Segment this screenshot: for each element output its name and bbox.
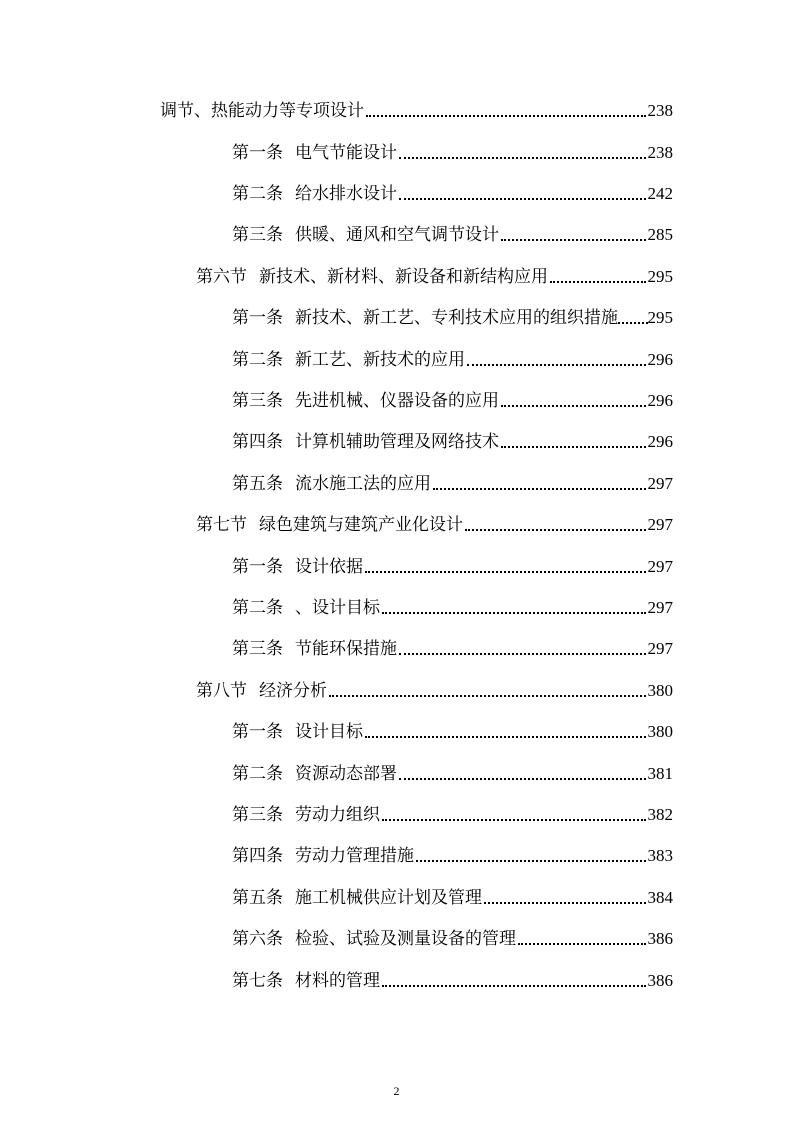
toc-entry-page: 296 xyxy=(647,350,673,369)
toc-entry-number: 第六节 xyxy=(196,267,247,287)
toc-entry-title: 新技术、新材料、新设备和新结构应用 xyxy=(259,267,548,287)
dot-leader xyxy=(550,281,646,283)
dot-leader xyxy=(501,239,646,241)
toc-entry[interactable] xyxy=(232,634,673,660)
dot-leader xyxy=(399,157,646,159)
toc-entry-number: 第八节 xyxy=(196,681,247,701)
toc-entry-number: 第七条 xyxy=(232,971,283,991)
toc-entry[interactable] xyxy=(196,262,673,288)
toc-entry-number: 第五条 xyxy=(232,474,283,494)
toc-entry-page: 296 xyxy=(647,432,673,451)
toc-entry[interactable] xyxy=(232,593,673,619)
toc-entry[interactable] xyxy=(232,717,673,743)
toc-entry-page: 380 xyxy=(647,722,673,741)
toc-entry-number: 第二条 xyxy=(232,764,283,784)
toc-entry[interactable] xyxy=(232,883,673,909)
toc-entry-title: 供暖、通风和空气调节设计 xyxy=(295,225,499,245)
toc-entry-page: 238 xyxy=(647,101,673,120)
toc-entry-number: 第六条 xyxy=(232,929,283,949)
toc-entry-number: 第四条 xyxy=(232,432,283,452)
toc-entry-page: 285 xyxy=(647,225,673,244)
toc-entry-number: 第三条 xyxy=(232,639,283,659)
toc-entry[interactable] xyxy=(160,96,673,122)
toc-entry[interactable] xyxy=(232,552,673,578)
toc-entry[interactable] xyxy=(232,220,673,246)
toc-entry[interactable] xyxy=(232,179,673,205)
dot-leader xyxy=(433,488,646,490)
toc-entry-page: 238 xyxy=(647,143,673,162)
toc-entry[interactable] xyxy=(232,386,673,412)
dot-leader xyxy=(399,778,646,780)
toc-entry-number: 第一条 xyxy=(232,308,283,328)
dot-leader xyxy=(382,819,646,821)
toc-entry[interactable] xyxy=(196,510,673,536)
toc-entry-title: 检验、试验及测量设备的管理 xyxy=(295,929,516,949)
toc-entry-title: 新工艺、新技术的应用 xyxy=(295,350,465,370)
dot-leader xyxy=(518,943,646,945)
dot-leader xyxy=(618,322,648,324)
toc-entry[interactable] xyxy=(232,469,673,495)
toc-entry-title: 资源动态部署 xyxy=(295,764,397,784)
toc-entry-page: 383 xyxy=(647,846,673,865)
toc-entry-title: 流水施工法的应用 xyxy=(295,474,431,494)
toc-entry-page: 297 xyxy=(647,515,673,534)
toc-entry[interactable] xyxy=(232,138,673,164)
toc-entry[interactable] xyxy=(232,427,673,453)
dot-leader xyxy=(366,115,646,117)
toc-entry-page: 297 xyxy=(647,598,673,617)
toc-entry[interactable] xyxy=(232,966,673,992)
toc-entry-title: 计算机辅助管理及网络技术 xyxy=(295,432,499,452)
toc-entry-number: 第一条 xyxy=(232,722,283,742)
toc-entry-title: 调节、热能动力等专项设计 xyxy=(160,101,364,121)
dot-leader xyxy=(365,736,646,738)
dot-leader xyxy=(467,364,646,366)
toc-entry-title: 劳动力管理措施 xyxy=(295,846,414,866)
toc-entry-page: 386 xyxy=(647,971,673,990)
toc-entry[interactable] xyxy=(232,800,673,826)
toc-entry-page: 380 xyxy=(647,681,673,700)
toc-entry-number: 第二条 xyxy=(232,598,283,618)
toc-entry-number: 第二条 xyxy=(232,184,283,204)
toc-entry-title: 给水排水设计 xyxy=(295,184,397,204)
toc-entry-title: 节能环保措施 xyxy=(295,639,397,659)
dot-leader xyxy=(365,571,646,573)
toc-entry-title: 新技术、新工艺、专利技术应用的组织措施 xyxy=(295,308,618,328)
toc-entry-title: 劳动力组织 xyxy=(295,805,380,825)
toc-entry[interactable] xyxy=(232,924,673,950)
toc-entry-title: 电气节能设计 xyxy=(295,143,397,163)
toc-entry-page: 381 xyxy=(647,764,673,783)
toc-entry-page: 242 xyxy=(647,184,673,203)
toc-entry-number: 第二条 xyxy=(232,350,283,370)
toc-entry-number: 第三条 xyxy=(232,805,283,825)
toc-entry-number: 第五条 xyxy=(232,888,283,908)
toc-entry-number: 第一条 xyxy=(232,143,283,163)
dot-leader xyxy=(399,653,646,655)
toc-entry-title: 先进机械、仪器设备的应用 xyxy=(295,391,499,411)
dot-leader xyxy=(501,446,646,448)
dot-leader xyxy=(329,695,646,697)
dot-leader xyxy=(484,902,646,904)
toc-entry-title: 经济分析 xyxy=(259,681,327,701)
toc-entry-page: 296 xyxy=(647,391,673,410)
toc-entry-title: 绿色建筑与建筑产业化设计 xyxy=(259,515,463,535)
toc-entry-number: 第七节 xyxy=(196,515,247,535)
toc-entry-page: 295 xyxy=(647,267,673,286)
toc-entry-number: 第四条 xyxy=(232,846,283,866)
dot-leader xyxy=(382,985,646,987)
toc-entry-page: 382 xyxy=(647,805,673,824)
toc-entry[interactable] xyxy=(232,345,673,371)
dot-leader xyxy=(465,529,646,531)
page-number: 2 xyxy=(393,1084,400,1098)
toc-entry[interactable] xyxy=(232,303,673,329)
toc-entry[interactable] xyxy=(232,841,673,867)
toc-entry-page: 386 xyxy=(647,929,673,948)
toc-entry-page: 297 xyxy=(647,639,673,658)
toc-entry-page: 295 xyxy=(647,308,673,327)
toc-entry[interactable] xyxy=(232,759,673,785)
toc-entry[interactable] xyxy=(196,676,673,702)
toc-entry-title: 设计依据 xyxy=(295,557,363,577)
toc-entry-page: 384 xyxy=(647,888,673,907)
toc-entry-page: 297 xyxy=(647,474,673,493)
dot-leader xyxy=(399,198,646,200)
toc-entry-title: 、设计目标 xyxy=(295,598,380,618)
dot-leader xyxy=(501,405,646,407)
dot-leader xyxy=(382,612,646,614)
toc-entry-title: 施工机械供应计划及管理 xyxy=(295,888,482,908)
toc-entry-number: 第一条 xyxy=(232,557,283,577)
toc-entry-number: 第三条 xyxy=(232,225,283,245)
toc-entry-number: 第三条 xyxy=(232,391,283,411)
toc-entry-title: 设计目标 xyxy=(295,722,363,742)
toc-entry-title: 材料的管理 xyxy=(295,971,380,991)
toc-entry-page: 297 xyxy=(647,557,673,576)
dot-leader xyxy=(416,860,646,862)
